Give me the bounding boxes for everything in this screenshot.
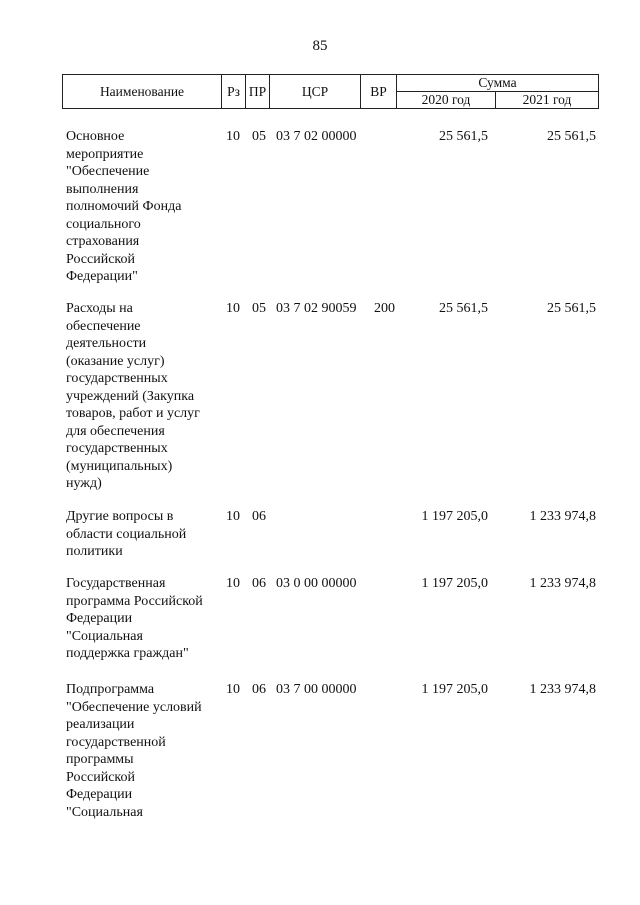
row-rz: 10 bbox=[226, 509, 240, 524]
table-row bbox=[0, 508, 640, 575]
header-rz: Рз bbox=[222, 75, 246, 109]
table-body bbox=[0, 128, 640, 831]
row-name: Основное мероприятие "Обеспечение выполнения полномочий Фонда социального страхования Российской Федерации" bbox=[66, 129, 182, 284]
row-sum-2021: 1 233 974,8 bbox=[529, 509, 596, 524]
row-sum-2020: 25 561,5 bbox=[439, 301, 488, 316]
table-header bbox=[62, 74, 599, 109]
table-row bbox=[0, 128, 640, 300]
row-csr: 03 7 02 90059 bbox=[276, 301, 357, 316]
row-rz: 10 bbox=[226, 129, 240, 144]
row-sum-2020: 1 197 205,0 bbox=[421, 509, 488, 524]
row-pr: 05 bbox=[252, 129, 266, 144]
header-name: Наименование bbox=[63, 75, 222, 109]
row-rz: 10 bbox=[226, 576, 240, 591]
row-sum-2021: 1 233 974,8 bbox=[529, 682, 596, 697]
row-sum-2020: 25 561,5 bbox=[439, 129, 488, 144]
page-number: 85 bbox=[312, 38, 328, 54]
header-csr: ЦСР bbox=[270, 75, 361, 109]
row-rz: 10 bbox=[226, 301, 240, 316]
row-name: Другие вопросы в области социальной политики bbox=[66, 509, 187, 559]
row-vr: 200 bbox=[374, 301, 395, 316]
header-pr: ПР bbox=[246, 75, 270, 109]
row-name: Расходы на обеспечение деятельности (оказание услуг) государственных учреждений (Закупка товаров, работ и услуг для обеспечения государственных (муниципальных) нужд) bbox=[66, 301, 200, 491]
row-pr: 06 bbox=[252, 509, 266, 524]
row-pr: 05 bbox=[252, 301, 266, 316]
table-row bbox=[0, 681, 640, 831]
table-row bbox=[0, 575, 640, 681]
header-year-2020: 2020 год bbox=[397, 92, 496, 109]
row-csr: 03 7 02 00000 bbox=[276, 129, 357, 144]
row-name: Государственная программа Российской Федерации "Социальная поддержка граждан" bbox=[66, 576, 203, 661]
row-pr: 06 bbox=[252, 682, 266, 697]
row-sum-2021: 25 561,5 bbox=[547, 129, 596, 144]
row-sum-2021: 1 233 974,8 bbox=[529, 576, 596, 591]
row-sum-2020: 1 197 205,0 bbox=[421, 576, 488, 591]
header-sum: Сумма bbox=[397, 75, 599, 92]
row-pr: 06 bbox=[252, 576, 266, 591]
row-sum-2021: 25 561,5 bbox=[547, 301, 596, 316]
header-vr: ВР bbox=[361, 75, 397, 109]
row-csr: 03 7 00 00000 bbox=[276, 682, 357, 697]
header-year-2021: 2021 год bbox=[496, 92, 599, 109]
row-rz: 10 bbox=[226, 682, 240, 697]
row-sum-2020: 1 197 205,0 bbox=[421, 682, 488, 697]
row-name: Подпрограмма "Обеспечение условий реализации государственной программы Российской Федерации "Социальная bbox=[66, 682, 202, 820]
table-row bbox=[0, 300, 640, 508]
row-csr: 03 0 00 00000 bbox=[276, 576, 357, 591]
